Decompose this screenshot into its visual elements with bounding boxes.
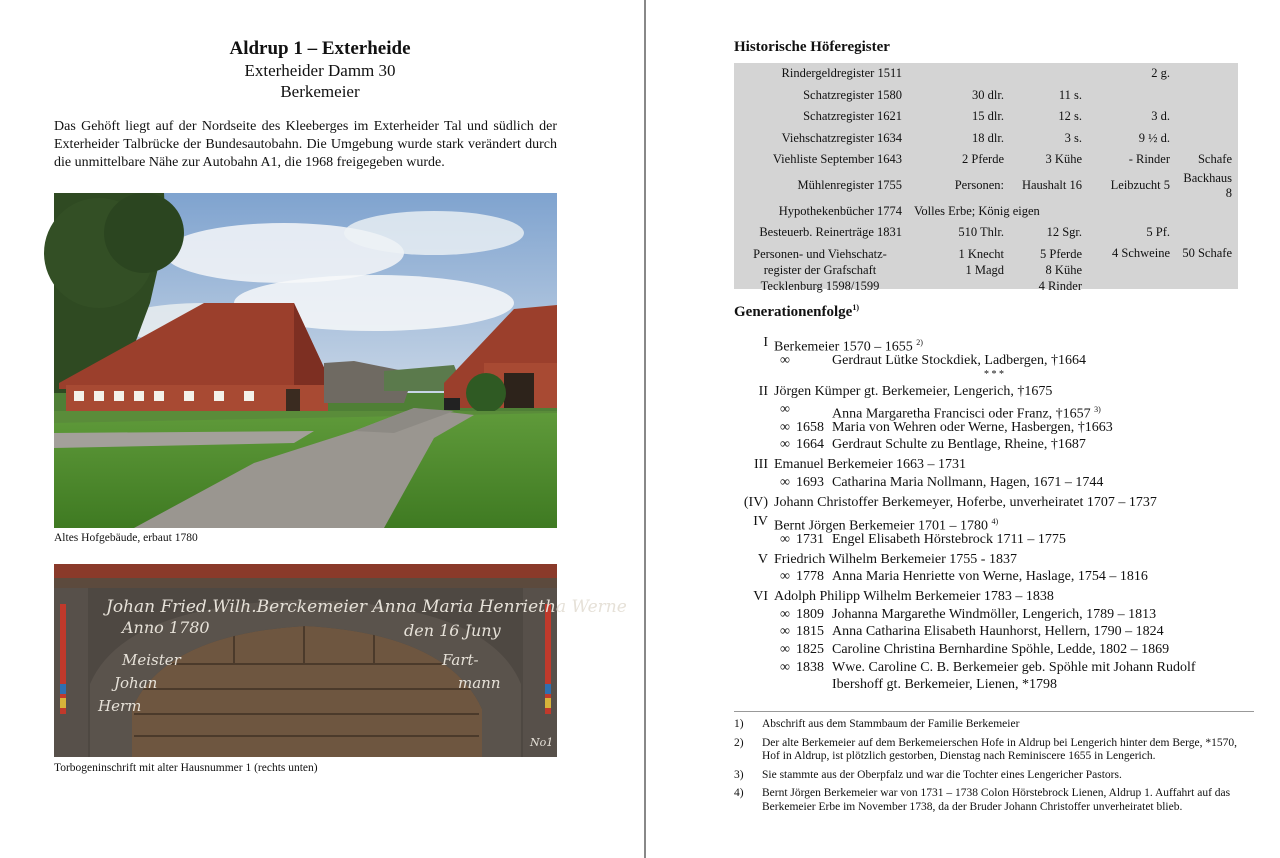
inscription-fart: Fart-: [442, 651, 479, 669]
page-title: Aldrup 1 – Exterheide: [229, 38, 411, 59]
register-label-line: Personen- und Viehschatz-: [753, 246, 887, 261]
marriage-line: [734, 531, 1254, 549]
generation-line: [734, 513, 1254, 534]
register-value: 5 Pf.: [1146, 225, 1170, 240]
register-value: Backhaus 8: [1183, 170, 1232, 200]
spouse-name: Catharina Maria Nollmann, Hagen, 1671 – 1744: [832, 474, 1104, 490]
marriage-symbol: ∞: [780, 402, 790, 418]
footnote-number: 2): [734, 736, 744, 749]
generations-heading: Generationenfolge$^{1)}$: [734, 303, 859, 320]
generation-line: [734, 456, 1254, 474]
marriage-line: [734, 419, 1254, 437]
register-value: 12 s.: [1058, 109, 1082, 124]
register-row: [734, 85, 1238, 107]
register-row: [734, 244, 1238, 294]
generation-line: [734, 383, 1254, 401]
generation-name: Berkemeier 1570 – 1655 $^{2)}$: [774, 338, 923, 355]
marriage-year: 1838: [796, 659, 824, 675]
footnote-text: Der alte Berkemeier auf dem Berkemeierschen Hofe in Aldrup bei Lengerich hinter dem Berge, *1570, Hof in Aldrup, ist plötzlich gestorben, Dienstag nach Reminiscere 1655 in Lengerich.: [762, 736, 1237, 762]
gate-inscription-photo: [54, 564, 627, 757]
marriage-year: 1693: [796, 474, 824, 490]
marriage-year: 1658: [796, 419, 824, 435]
generation-numeral: V: [757, 551, 768, 567]
marriage-symbol: ∞: [780, 624, 790, 640]
separator-stars: * * *: [984, 369, 1004, 381]
register-value: 12 Sgr.: [1046, 225, 1082, 240]
register-value: [1174, 63, 1238, 85]
register-label: Schatzregister 1580: [803, 87, 902, 102]
spouse-name: Ibershoff gt. Berkemeier, Lienen, *1798: [832, 677, 1058, 693]
footnote-number: 3): [734, 768, 744, 781]
marriage-line: [734, 436, 1254, 454]
generation-name: Emanuel Berkemeier 1663 – 1731: [774, 457, 967, 473]
inscription-date: den 16 Juny: [404, 621, 501, 640]
address: Exterheider Damm 30: [244, 61, 396, 80]
register-value: 50 Schafe: [1182, 245, 1232, 260]
register-row: [734, 201, 1238, 223]
register-value: 3 d.: [1151, 109, 1170, 124]
register-label: Hypothekenbücher 1774: [778, 203, 902, 218]
marriage-year: 1815: [796, 624, 824, 640]
generation-name: Jörgen Kümper gt. Berkemeier, Lengerich, †1675: [774, 384, 1053, 400]
register-label: Rindergeldregister 1511: [781, 66, 902, 81]
generation-name: Friedrich Wilhelm Berkemeier 1755 - 1837: [774, 551, 1017, 567]
register-value-line: 5 Pferde: [1040, 246, 1082, 261]
spouse-name: Anna Margaretha Francisci oder Franz, †1657 $^{3)}$: [832, 405, 1101, 422]
generation-line: [734, 334, 1254, 355]
register-label-line: register der Grafschaft: [763, 262, 877, 277]
register-value: Personen:: [954, 178, 1004, 192]
register-value: [1008, 244, 1086, 294]
generation-name: Johann Christoffer Berkemeyer, Hoferbe, unverheiratet 1707 – 1737: [774, 494, 1157, 510]
inscription-herm: Herm: [98, 697, 142, 715]
spouse-name: Maria von Wehren oder Werne, Hasbergen, †1663: [832, 419, 1113, 435]
marriage-symbol: ∞: [780, 569, 790, 585]
register-value-line: 1 Knecht: [958, 246, 1004, 261]
register-row: [734, 149, 1238, 171]
marriage-year: 1809: [796, 606, 824, 622]
generation-numeral: VI: [753, 588, 768, 604]
footnotes: [734, 718, 1254, 819]
register-value: 2 Pferde: [962, 152, 1004, 167]
footnote-text: Sie stammte aus der Oberpfalz und war die Tochter eines Lengericher Pastors.: [762, 768, 1122, 781]
register-value-line: 4 Rinder: [1038, 278, 1082, 293]
footnote-text: Bernt Jörgen Berkemeier war von 1731 – 1738 Colon Hörstebrock Lienen, Aldrup 1. Auffahrt auf das Berkemeier Erbe im November 1738, da der Bruder Johann Christoffer unverheiratet blieb.: [762, 787, 1231, 813]
page-header: [0, 38, 640, 102]
marriage-line: [734, 401, 1254, 422]
register-label: Besteuerb. Reinerträge 1831: [759, 225, 902, 240]
generation-numeral: II: [758, 384, 768, 400]
marriage-line: [734, 659, 1254, 677]
footnote-ref: 4): [991, 517, 999, 527]
generation-numeral: (IV): [743, 494, 768, 510]
register-label-line: Tecklenburg 1598/1599: [760, 278, 880, 293]
right-page: [652, 0, 1280, 858]
spouse-name: Johanna Margarethe Windmöller, Lengerich, 1789 – 1813: [832, 606, 1157, 622]
generation-numeral: IV: [753, 514, 768, 530]
generation-line: [734, 588, 1254, 606]
book-spine-divider: [644, 0, 646, 858]
register-value: [1174, 106, 1238, 128]
register-value: 3 Kühe: [1045, 152, 1082, 167]
register-value-line: 8 Kühe: [1045, 262, 1082, 277]
footnote-ref: 3): [1094, 405, 1101, 415]
generations-list: [734, 332, 1254, 694]
register-value: - Rinder: [1128, 152, 1170, 167]
register-value: [910, 63, 1008, 85]
footnote: [734, 737, 1254, 764]
marriage-year: 1825: [796, 642, 824, 657]
register-label: Viehliste September 1643: [772, 152, 902, 167]
register-table-box: [734, 63, 1238, 293]
register-value: Volles Erbe; König eigen: [914, 203, 1040, 218]
register-row: [734, 171, 1238, 201]
marriage-year: 1731: [796, 531, 824, 547]
register-value: [1174, 128, 1238, 150]
register-table: [734, 63, 1238, 294]
marriage-symbol: ∞: [780, 419, 790, 435]
footnote: [734, 769, 1254, 783]
register-value: 18 dlr.: [972, 130, 1004, 145]
inscription-meister: Meister: [122, 651, 181, 669]
photo2-caption: Torbogeninschrift mit alter Hausnummer 1 (rechts unten): [54, 762, 318, 774]
spouse-name: Gerdraut Schulte zu Bentlage, Rheine, †1687: [832, 437, 1086, 453]
marriage-line: [734, 641, 1254, 659]
generation-name: Bernt Jörgen Berkemeier 1701 – 1780 $^{4)}$: [774, 517, 999, 534]
spouse-name: Gerdraut Lütke Stockdiek, Ladbergen, †1664: [832, 352, 1087, 368]
marriage-symbol: ∞: [780, 642, 790, 657]
register-row: [734, 106, 1238, 128]
register-value: [1008, 63, 1086, 85]
marriage-symbol: ∞: [780, 437, 790, 453]
register-value-line: 1 Magd: [965, 262, 1004, 277]
marriage-symbol: ∞: [780, 606, 790, 622]
register-value: 4 Schweine: [1112, 245, 1170, 260]
register-value: 2 g.: [1151, 66, 1170, 81]
register-label: Schatzregister 1621: [803, 109, 902, 124]
register-value: 11 s.: [1058, 87, 1082, 102]
marriage-line: [734, 606, 1254, 624]
register-label: Viehschatzregister 1634: [781, 130, 902, 145]
register-row: [734, 63, 1238, 85]
marriage-year: 1778: [796, 569, 824, 585]
register-row: [734, 128, 1238, 150]
footnote-number: 4): [734, 787, 744, 799]
photo1-caption: Altes Hofgebäude, erbaut 1780: [54, 532, 198, 544]
register-heading: Historische Höferegister: [734, 39, 890, 55]
register-row: [734, 222, 1238, 244]
farm-name: Berkemeier: [280, 82, 360, 101]
marriage-line: [734, 623, 1254, 641]
intro-paragraph: Das Gehöft liegt auf der Nordseite des Kleeberges im Exterheider Tal und südlich der Exterheider Talbrücke der Bundesautobahn. Die Umgebung wurde stark verändert durch die unmittelbare Nähe zur Autobahn A1, die 1968 freigegeben wurde.: [54, 119, 557, 170]
marriage-line: [734, 676, 1254, 694]
register-label: Mühlenregister 1755: [797, 178, 902, 192]
footnote-number: 1): [734, 718, 744, 730]
spouse-name: Anna Maria Henriette von Werne, Haslage, 1754 – 1816: [832, 569, 1148, 585]
register-value: [910, 244, 1008, 294]
marriage-symbol: ∞: [780, 531, 790, 547]
marriage-symbol: ∞: [780, 352, 790, 368]
register-value: 15 dlr.: [972, 109, 1004, 124]
footnote: [734, 787, 1254, 814]
inscription-line1: Johan Fried.Wilh.Berckemeier Anna Maria Henrietha Werne: [106, 597, 627, 617]
register-value: Schafe: [1197, 152, 1232, 167]
inscription-johan: Johan: [114, 674, 158, 692]
register-value: [1086, 85, 1174, 107]
generation-numeral: III: [754, 457, 768, 473]
register-value: 3 s.: [1064, 130, 1082, 145]
footnote-ref: 2): [916, 338, 923, 347]
register-value: [1174, 85, 1238, 107]
marriage-line: [734, 568, 1254, 586]
register-value: [1174, 222, 1238, 244]
register-value: 9 ½ d.: [1138, 130, 1170, 145]
marriage-symbol: ∞: [780, 474, 790, 490]
inscription-house-number: No1: [530, 736, 554, 749]
spouse-name: Anna Catharina Elisabeth Haunhorst, Hellern, 1790 – 1824: [832, 624, 1164, 640]
spouse-name: Caroline Christina Bernhardine Spöhle, Ledde, 1802 – 1869: [832, 642, 1170, 657]
generation-numeral: I: [763, 335, 768, 350]
footnote-text: Abschrift aus dem Stammbaum der Familie Berkemeier: [762, 718, 1020, 730]
footnote-divider: [734, 711, 1254, 712]
register-label: [734, 244, 910, 294]
register-value: Haushalt 16: [1021, 178, 1082, 192]
marriage-symbol: ∞: [780, 659, 790, 675]
marriage-line: [734, 474, 1254, 492]
register-value: Leibzucht 5: [1110, 178, 1170, 192]
marriage-year: 1664: [796, 437, 824, 453]
spouse-name: Wwe. Caroline C. B. Berkemeier geb. Spöhle mit Johann Rudolf: [832, 659, 1196, 675]
inscription-anno: Anno 1780: [122, 618, 210, 637]
marriage-line: [734, 352, 1254, 370]
farmhouse-photo: [54, 193, 557, 528]
generation-line: [734, 494, 1254, 512]
register-value: 510 Thlr.: [958, 225, 1004, 240]
register-value: 30 dlr.: [972, 87, 1004, 102]
inscription-mann: mann: [458, 674, 501, 692]
generation-line: [734, 551, 1254, 569]
spouse-name: Engel Elisabeth Hörstebrock 1711 – 1775: [832, 531, 1066, 547]
footnote: [734, 718, 1254, 732]
generation-name: Adolph Philipp Wilhelm Berkemeier 1783 – 1838: [774, 588, 1054, 604]
